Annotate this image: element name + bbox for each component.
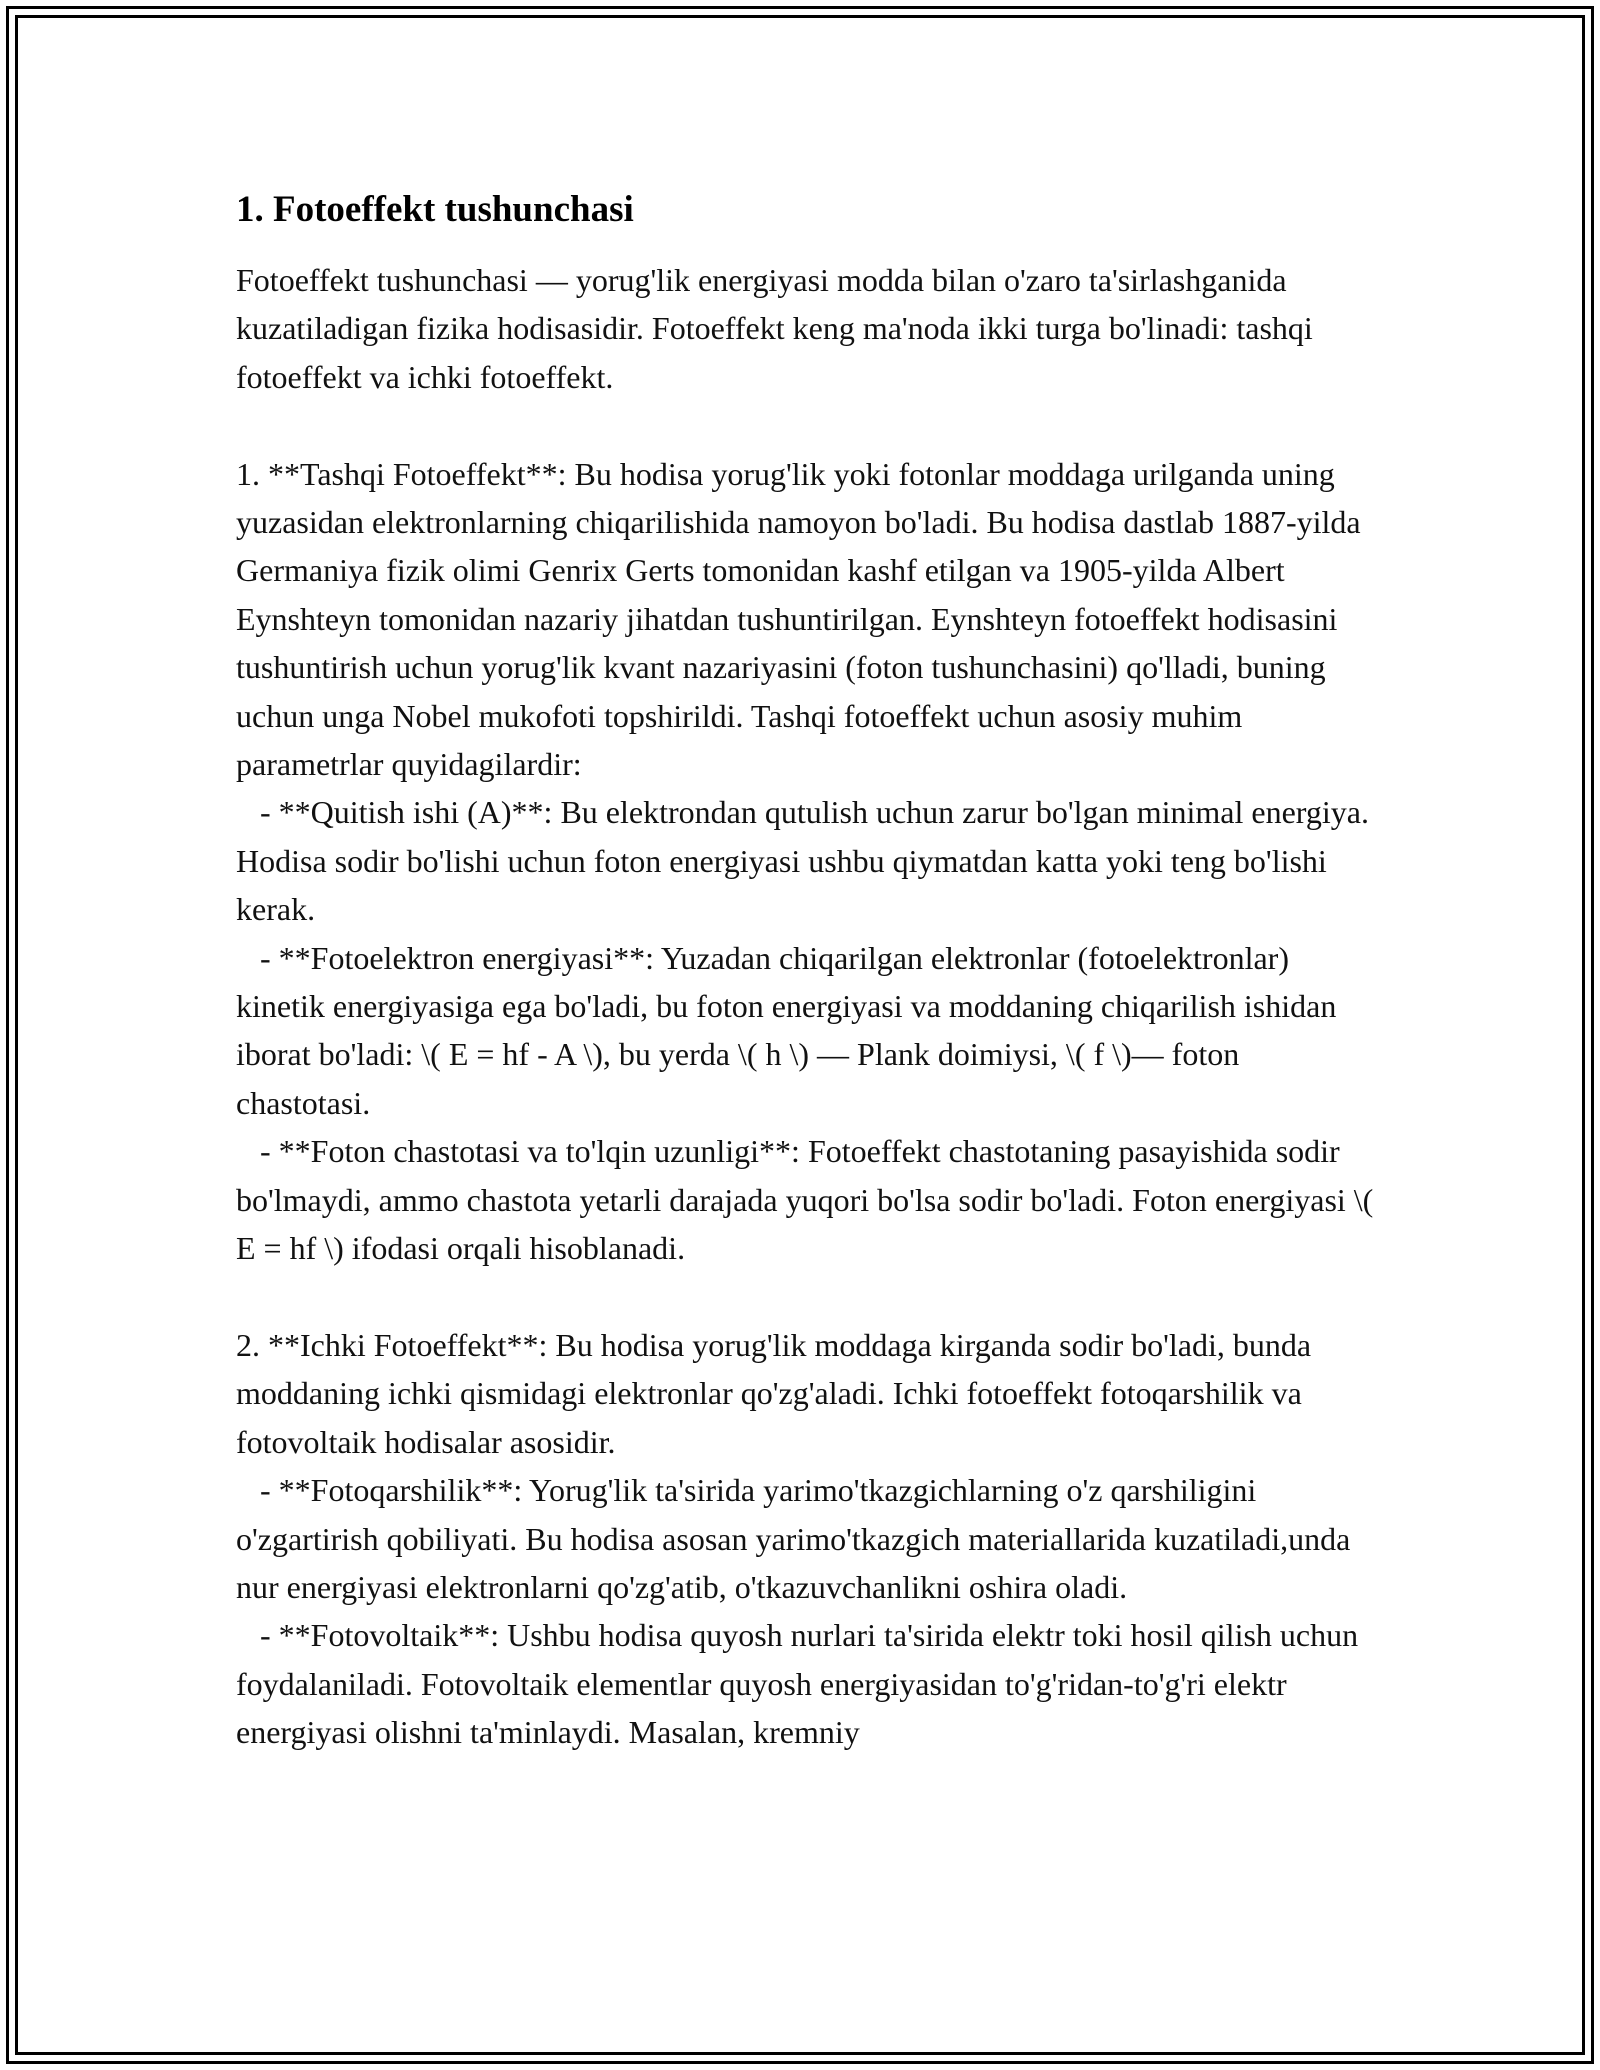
section-heading: 1. Fotoeffekt tushunchasi: [236, 189, 634, 230]
document-body: [236, 186, 1382, 1757]
photovoltaic-bullet: - **Fotovoltaik**: Ushbu hodisa quyosh nurlari ta'sirida elektr toki hosil qilish uchun foydalaniladi. Fotovoltaik elementlar quyosh energiyasidan to'g'ridan-to'g'ri elektr energiyasi olishni ta'minlaydi. Masalan, kremniy: [236, 1617, 1367, 1751]
paragraph-gap: [236, 1273, 1376, 1321]
paragraph-gap: [236, 401, 1376, 449]
photon-frequency-bullet: - **Foton chastotasi va to'lqin uzunligi**: Fotoeffekt chastotaning pasayishida sodir bo'lmaydi, ammo chastota yetarli darajada yuqori bo'lsa sodir bo'ladi. Foton energiyasi \( E = hf \) ifodasi orqali hisoblanadi.: [236, 1133, 1382, 1267]
photoresistance-bullet: - **Fotoqarshilik**: Yorug'lik ta'sirida yarimo'tkazgichlarning o'z qarshiligini o'zgartirish qobiliyati. Bu hodisa asosan yarimo'tkazgich materiallarida kuzatiladi,unda nur energiyasi elektronlarni qo'zg'atib, o'tkazuvchanlikni oshira oladi.: [236, 1472, 1359, 1605]
external-photoeffect-paragraph: 1. **Tashqi Fotoeffekt**: Bu hodisa yorug'lik yoki fotonlar moddaga urilganda uning yuzasidan elektronlarning chiqarilishida namoyon bo'ladi. Bu hodisa dastlab 1887-yilda Germaniya fizik olimi Genrix Gerts tomonidan kashf etilgan va 1905-yilda Albert Eynshteyn tomonidan nazariy jihatdan tushuntirilgan. Eynshteyn fotoeffekt hodisasini tushuntirish uchun yorug'lik kvant nazariyasini (foton tushunchasini) qo'lladi, buning uchun unga Nobel mukofoti topshirildi. Tashqi fotoeffekt uchun asosiy muhim parametrlar quyidagilardir:: [236, 455, 1369, 783]
internal-photoeffect-paragraph: 2. **Ichki Fotoeffekt**: Bu hodisa yorug'lik moddaga kirganda sodir bo'ladi, bunda moddaning ichki qismidagi elektronlar qo'zg'aladi. Ichki fotoeffekt fotoqarshilik va fotovoltaik hodisalar asosidir.: [236, 1326, 1320, 1460]
photoelectron-energy-bullet: - **Fotoelektron energiyasi**: Yuzadan chiqarilgan elektronlar (fotoelektronlar) kinetik energiyasiga ega bo'ladi, bu foton energiyasi va moddaning chiqarilish ishidan iborat bo'ladi: \( E = hf - A \), bu yerda \( h \) — Plank doimiysi, \( f \)— foton chastotasi.: [236, 939, 1345, 1121]
work-function-bullet: - **Quitish ishi (A)**: Bu elektrondan qutulish uchun zarur bo'lgan minimal energiya. Hodisa sodir bo'lishi uchun foton energiyasi ushbu qiymatdan katta yoki teng bo'lishi kerak.: [236, 794, 1377, 928]
intro-paragraph: Fotoeffekt tushunchasi — yorug'lik energiyasi modda bilan o'zaro ta'sirlashganida kuzatiladigan fizika hodisasidir. Fotoeffekt keng ma'noda ikki turga bo'linadi: tashqi fotoeffekt va ichki fotoeffekt.: [236, 262, 1321, 395]
